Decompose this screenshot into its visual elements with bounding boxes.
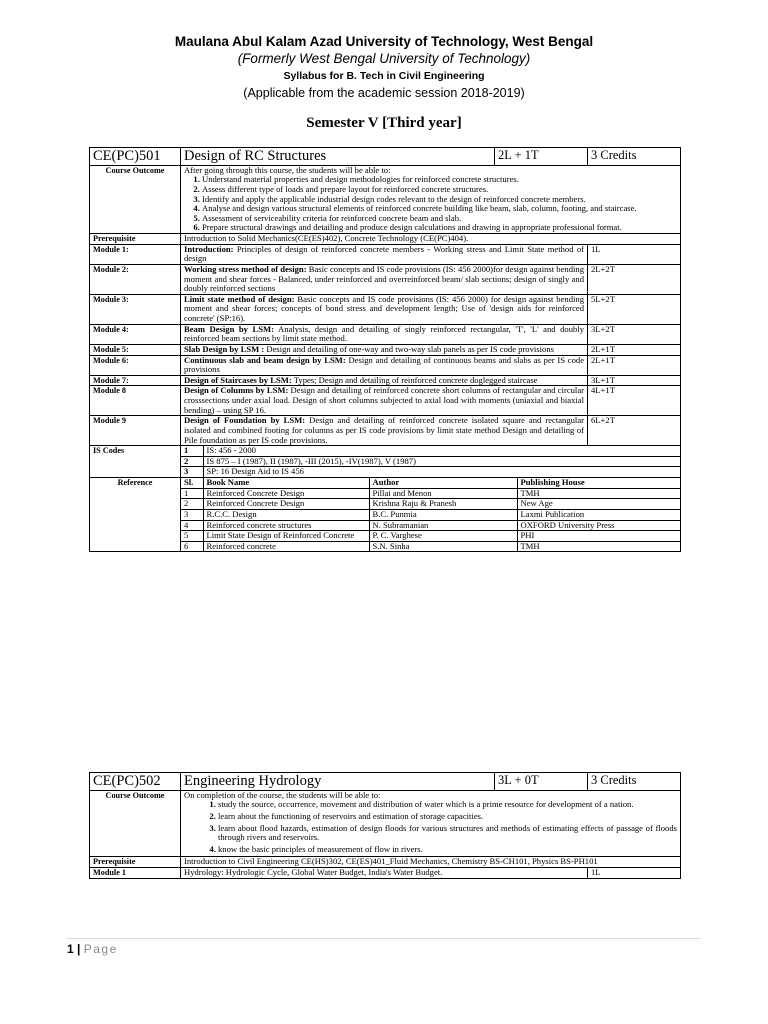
module-title: Limit state method of design: [184,293,295,304]
reference-cell [181,478,681,552]
module-content [181,355,588,375]
table-row [181,467,680,477]
table-row [181,520,680,531]
module-label: Module 5: [90,344,181,355]
table-row [181,541,680,551]
course-header-row [90,148,681,166]
course-outcome-list [184,175,677,233]
course-outcome-row [90,790,681,857]
module-label: Module 4: [90,324,181,344]
ref-author: Krishna Raju & Pranesh [369,499,517,510]
page-number: 1 [67,942,74,956]
module-row [90,344,681,355]
module-title: Continuous slab and beam design by LSM: [184,354,346,365]
course-code: CE(PC)501 [90,148,181,166]
prerequisite-row [90,857,681,868]
course-outcome-intro: On completion of the course, the students will be able to: [184,789,381,800]
ref-sl: 4 [181,520,203,531]
ref-author: B.C. Punmia [369,509,517,520]
module-row [90,868,681,879]
module-content [181,375,588,386]
ref-publisher: Laxmi Publication [517,509,680,520]
module-row [90,386,681,416]
course-outcome-row [90,165,681,233]
module-row [90,294,681,324]
ref-sl: 2 [181,499,203,510]
applicable-session: (Applicable from the academic session 2018-2019) [243,86,525,100]
iscodes-table [181,446,680,477]
module-hours: 6L+2T [588,416,681,446]
footer-divider [67,938,700,939]
module-label: Module 3: [90,294,181,324]
ref-publisher: OXFORD University Press [517,520,680,531]
module-title: Beam Design by LSM: [184,323,274,334]
list-item: 2. Assess different type of loads and prepare layout for reinforced concrete structures. [202,185,677,195]
table-row [181,456,680,467]
reference-label: Reference [90,478,181,552]
iscode-number: 3 [181,467,203,477]
module-content [181,264,588,294]
page-footer [67,942,118,956]
ref-book: Reinforced Concrete Design [203,488,369,499]
module-label: Module 7: [90,375,181,386]
module-text: Types; Design and detailing of reinforced concrete doglegged staircase [291,374,538,385]
module-row [90,264,681,294]
course-outcome-intro: After going through this course, the students will be able to: [184,164,391,175]
formerly-name: (Formerly West Bengal University of Technology) [237,51,531,66]
prerequisite-text: Introduction to Civil Engineering CE(HS)302, CE(ES)401_Fluid Mechanics, Chemistry BS-CH101, Physics BS-PH101 [181,857,681,868]
module-label: Module 8 [90,386,181,416]
course-title: Engineering Hydrology [181,773,495,791]
module-hours: 2L+1T [588,344,681,355]
page-label: Page [83,942,118,956]
table-row [181,499,680,510]
iscode-text: IS: 456 - 2000 [203,446,680,456]
module-content [181,416,588,446]
ref-publisher: New Age [517,499,680,510]
page-separator: | [77,942,81,956]
module-hours: 2L+2T [588,264,681,294]
prerequisite-row [90,234,681,245]
course-code: CE(PC)502 [90,773,181,791]
module-row [90,324,681,344]
course-outcome-list [184,800,677,854]
course-outcome-label: Course Outcome [90,165,181,233]
reference-row [90,478,681,552]
module-text: Design and detailing of one-way and two-way slab panels as per IS code provisions [264,343,554,354]
course-hours: 3L + 0T [495,773,588,791]
ref-publisher: TMH [517,488,680,499]
module-row [90,244,681,264]
table-row [181,488,680,499]
ref-sl: 5 [181,531,203,542]
module-text: Design and detailing of reinforced concrete isolated square and rectangular isolated and combined footing for columns as per IS code provisions by limit state method Design and detailing of Pile foundation as per IS code provisions. [184,415,584,445]
ref-book: Reinforced concrete [203,541,369,551]
iscodes-label: IS Codes [90,446,181,478]
module-row [90,355,681,375]
prerequisite-text: Introduction to Solid Mechanics(CE(ES)402), Concrete Technology (CE(PC)404). [181,234,681,245]
module-title: Working stress method of design: [184,263,307,274]
module-row [90,416,681,446]
module-hours: 1L [588,244,681,264]
table-row [181,446,680,456]
module-content [181,386,588,416]
list-item: 1. study the source, occurrence, movement and distribution of water which is a prime resource for development of a nation. [218,800,677,810]
column-header: Book Name [203,478,369,488]
ref-author: N. Subramanian [369,520,517,531]
iscodes-row [90,446,681,478]
module-title: Design of Staircases by LSM: [184,374,292,385]
course-outcome-label: Course Outcome [90,790,181,857]
module-content [181,244,588,264]
ref-book: R.C.C. Design [203,509,369,520]
module-hours: 4L+1T [588,386,681,416]
list-item: 6. Prepare structural drawings and detailing and produce design calculations and drawing in appropriate professional format. [202,223,677,233]
ref-sl: 6 [181,541,203,551]
ref-publisher: TMH [517,541,680,551]
module-title: Slab Design by LSM : [184,343,265,354]
module-hours: 5L+2T [588,294,681,324]
iscode-text: SP: 16 Design Aid to IS 456 [203,467,680,477]
iscode-number: 1 [181,446,203,456]
table-header-row [181,478,680,488]
column-header: Publishing House [517,478,680,488]
course-credits: 3 Credits [588,773,681,791]
course-table-ce-pc-502 [89,772,681,879]
course-credits: 3 Credits [588,148,681,166]
ref-author: S.N. Sinha [369,541,517,551]
module-label: Module 2: [90,264,181,294]
list-item: 3. learn about flood hazards, estimation of design floods for various structures and methods of estimating effects of passage of floods through rivers and reservoirs. [218,824,677,843]
course-outcome-cell [181,165,681,233]
ref-book: Reinforced Concrete Design [203,499,369,510]
list-item: 1. Understand material properties and design methodologies for reinforced concrete structures. [202,175,677,185]
module-label: Module 6: [90,355,181,375]
ref-author: Pillai and Menon [369,488,517,499]
ref-book: Reinforced concrete structures [203,520,369,531]
module-hours: 1L [588,868,681,879]
list-item: 2. learn about the functioning of reservoirs and estimation of storage capacities. [218,812,677,822]
ref-publisher: PHI [517,531,680,542]
column-header: Sl. [181,478,203,488]
prerequisite-label: Prerequisite [90,234,181,245]
module-content [181,324,588,344]
module-hours: 3L+1T [588,375,681,386]
table-row [181,509,680,520]
module-hours: 2L+1T [588,355,681,375]
list-item: 4. Analyse and design various structural elements of reinforced concrete building like beam, slab, column, footing, and staircase. [202,204,677,214]
course-table-ce-pc-501 [89,147,681,552]
ref-sl: 3 [181,509,203,520]
iscodes-cell [181,446,681,478]
iscode-text: IS 875 – I (1987), II (1987), -III (2015), -IV(1987), V (1987) [203,456,680,467]
list-item: 4. know the basic principles of measurement of flow in rivers. [218,845,677,855]
prerequisite-label: Prerequisite [90,857,181,868]
university-name: Maulana Abul Kalam Azad University of Technology, West Bengal [174,34,594,49]
course-outcome-cell [181,790,681,857]
course-header-row [90,773,681,791]
course-hours: 2L + 1T [495,148,588,166]
module-text: Basic concepts and IS code provisions (IS: 456 2000) for design against bending moment and shear forces; concepts of bond stress and development length; Use of 'design aids for reinforced concrete' (SP:16). [184,293,584,324]
module-label: Module 1: [90,244,181,264]
module-text: Hydrology: Hydrologic Cycle, Global Water Budget, India's Water Budget. [181,868,588,879]
module-text: Design and detailing of reinforced concrete short columns of rectangular and circular crosssections under axial load. Design of short columns subjected to axial load with moments (uniaxial and biaxial bending) – using SP 16. [184,385,584,415]
module-label: Module 1 [90,868,181,879]
list-item: 5. Assessment of serviceability criteria for reinforced concrete beam and slab. [202,214,677,224]
iscode-number: 2 [181,456,203,467]
ref-author: P. C. Varghese [369,531,517,542]
ref-sl: 1 [181,488,203,499]
reference-table [181,478,680,551]
course-title: Design of RC Structures [181,148,495,166]
module-row [90,375,681,386]
module-title: Introduction: [184,243,234,254]
list-item: 3. Identify and apply the applicable industrial design codes relevant to the design of reinforced concrete members. [202,195,677,205]
module-content [181,344,588,355]
module-content [181,294,588,324]
module-label: Module 9 [90,416,181,446]
module-text: Basic concepts and IS code provisions (IS: 456 2000)for design against bending moment and shear forces - Balanced, under reinforced and overreinforced beam/ slab sections; design of singly and doubly reinforced sections [184,263,584,294]
table-row [181,531,680,542]
module-hours: 3L+2T [588,324,681,344]
module-title: Design of Foundation by LSM: [184,415,306,426]
module-title: Design of Columns by LSM: [184,385,289,396]
semester-title: Semester V [Third year] [306,115,462,131]
ref-book: Limit State Design of Reinforced Concrete [203,531,369,542]
column-header: Author [369,478,517,488]
module-text: Design and detailing of continuous beams and slabs as per IS code provisions [184,354,585,375]
module-text: Analysis, design and detailing of singly reinforced rectangular, 'T', 'L' and doubly reinforced beam sections by limit state method. [184,323,584,344]
module-text: Principles of design of reinforced concrete members - Working stress and Limit State method of design [184,243,584,264]
syllabus-title: Syllabus for B. Tech in Civil Engineering [283,70,485,82]
